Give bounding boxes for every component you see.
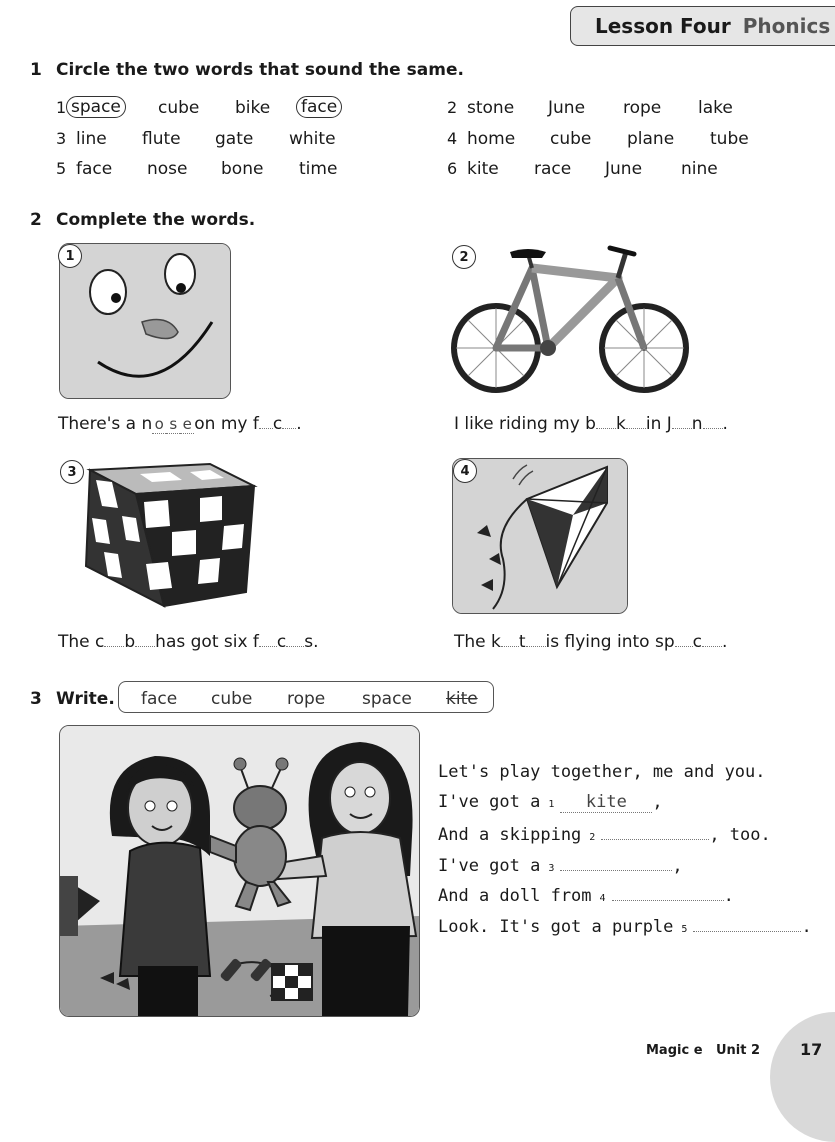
ex1-word[interactable]: face <box>76 159 113 179</box>
letter-blank[interactable] <box>703 428 723 429</box>
sentence-text: . <box>296 414 302 434</box>
sentence-text: is flying into sp <box>545 632 675 652</box>
sentence-text: c <box>272 414 283 434</box>
circled-word[interactable]: face <box>296 96 342 118</box>
ex1-word[interactable]: gate <box>215 129 254 149</box>
poem-line <box>438 884 734 906</box>
ex1-word[interactable]: lake <box>698 98 733 118</box>
ex1-word[interactable]: nine <box>681 159 718 179</box>
poem-text: , <box>652 792 663 812</box>
letter-blank[interactable] <box>501 646 519 647</box>
letter-blank[interactable] <box>259 646 277 647</box>
poem-line <box>438 792 663 813</box>
sentence-text: . <box>722 414 728 434</box>
letter-blank[interactable] <box>282 428 296 429</box>
ex1-word[interactable]: stone <box>467 98 515 118</box>
blank-number: 3 <box>548 863 555 874</box>
blank-number: 5 <box>681 924 688 935</box>
filled-letter[interactable]: o <box>152 415 166 434</box>
poem-line <box>438 823 771 845</box>
sentence-text: n <box>691 414 703 434</box>
poem-text: And a doll from <box>438 886 592 906</box>
sentence-text: in J <box>645 414 672 434</box>
ex1-word[interactable]: tube <box>710 129 749 149</box>
poem-text: , too. <box>709 825 771 845</box>
sentence-text: c <box>276 632 287 652</box>
ex1-row-number: 2 <box>447 98 458 117</box>
ex1-word[interactable]: home <box>467 129 516 149</box>
letter-blank[interactable] <box>675 646 693 647</box>
ex2-number: 2 <box>30 210 42 230</box>
ex1-word[interactable]: kite <box>467 159 499 179</box>
sentence-text: on my f <box>194 414 259 434</box>
ex1-word[interactable]: June <box>605 159 643 179</box>
sentence-text: t <box>518 632 526 652</box>
ex1-row-number: 5 <box>56 159 67 178</box>
cube-picture <box>60 456 260 612</box>
poem-line <box>438 915 812 937</box>
sentence-text: The k <box>454 632 501 652</box>
lesson-title: Lesson Four <box>595 14 731 38</box>
ex1-row-number: 1 <box>56 98 67 117</box>
ex1-word[interactable]: line <box>76 129 107 149</box>
page-number: 17 <box>800 1040 823 1059</box>
letter-blank[interactable] <box>286 646 304 647</box>
letter-blank[interactable] <box>626 428 646 429</box>
sentence-text: s. <box>304 632 319 652</box>
letter-blank[interactable] <box>135 646 155 647</box>
item-number-badge: 2 <box>452 245 476 269</box>
poem-text: , <box>672 856 683 876</box>
ex1-word[interactable]: bone <box>221 159 264 179</box>
letter-blank[interactable] <box>104 646 124 647</box>
circled-word[interactable]: space <box>66 96 126 118</box>
poem-text: . <box>801 917 812 937</box>
sentence-text: I like riding my b <box>454 414 596 434</box>
answer-blank[interactable] <box>693 915 801 932</box>
filled-letter[interactable]: e <box>180 415 194 434</box>
item-number-badge: 1 <box>58 244 82 268</box>
footer-unit: Unit 2 <box>716 1043 761 1058</box>
answer-blank[interactable] <box>601 823 709 840</box>
letter-blank[interactable] <box>672 428 692 429</box>
ex1-word[interactable]: white <box>289 129 336 149</box>
letter-blank[interactable] <box>702 646 722 647</box>
item-number-badge: 4 <box>453 459 477 483</box>
word-bank-item: face <box>141 689 178 709</box>
footer-section: Magic e <box>646 1043 703 1058</box>
sentence-text: There's a n <box>58 414 153 434</box>
letter-blank[interactable] <box>259 428 273 429</box>
ex1-word[interactable]: plane <box>627 129 675 149</box>
poem-text: And a skipping <box>438 825 582 845</box>
blank-number: 1 <box>548 799 555 810</box>
poem-line <box>438 762 766 782</box>
answer-blank[interactable] <box>612 884 724 901</box>
item-number-badge: 3 <box>60 460 84 484</box>
sentence-text: c <box>692 632 702 652</box>
ex1-word[interactable]: bike <box>235 98 271 118</box>
ex1-word[interactable]: cube <box>550 129 592 149</box>
page-corner-shape <box>770 1012 835 1142</box>
ex1-word[interactable]: flute <box>142 129 181 149</box>
ex1-word[interactable]: cube <box>158 98 200 118</box>
sentence-text: b <box>124 632 136 652</box>
ex1-word[interactable]: time <box>299 159 338 179</box>
letter-blank[interactable] <box>596 428 616 429</box>
word-bank-item: space <box>362 689 412 709</box>
ex1-number: 1 <box>30 60 42 80</box>
ex1-row-number: 3 <box>56 129 67 148</box>
bike-picture <box>450 240 690 400</box>
sentence-1 <box>58 414 302 434</box>
word-bank-item: cube <box>211 689 253 709</box>
blank-number: 4 <box>599 893 606 904</box>
sentence-4 <box>454 632 727 652</box>
sentence-text: . <box>721 632 728 652</box>
word-bank-item-used: kite <box>446 689 478 709</box>
ex1-row-number: 4 <box>447 129 458 148</box>
girls-playing-picture <box>59 725 420 1017</box>
word-bank-item: rope <box>287 689 326 709</box>
ex1-row-number: 6 <box>447 159 458 178</box>
poem-text: . <box>723 886 734 906</box>
poem-text: Look. It's got a purple <box>438 917 674 937</box>
sentence-text: k <box>615 414 626 434</box>
filled-letter[interactable]: s <box>166 415 180 434</box>
poem-text: I've got a <box>438 856 541 876</box>
poem-text: I've got a <box>438 792 541 812</box>
kite-picture <box>452 458 628 614</box>
lesson-header-tab <box>570 6 835 46</box>
ex2-title: Complete the words. <box>56 210 256 230</box>
letter-blank[interactable] <box>526 646 546 647</box>
face-picture <box>59 243 231 399</box>
sentence-text: The c <box>58 632 105 652</box>
ex1-word[interactable]: rope <box>623 98 662 118</box>
poem-line <box>438 854 683 876</box>
ex1-word[interactable]: race <box>534 159 572 179</box>
ex1-title: Circle the two words that sound the same. <box>56 60 464 80</box>
sentence-3 <box>58 632 319 652</box>
ex1-word[interactable]: June <box>548 98 586 118</box>
answer-blank[interactable] <box>560 854 672 871</box>
poem-text: Let's play together, me and you. <box>438 762 766 782</box>
ex3-title: Write. <box>56 689 115 709</box>
sentence-text: has got six f <box>155 632 259 652</box>
answer-blank-filled[interactable]: kite <box>560 792 652 813</box>
sentence-2 <box>454 414 728 434</box>
ex1-word[interactable]: nose <box>147 159 188 179</box>
lesson-topic: Phonics <box>742 14 831 38</box>
blank-number: 2 <box>589 832 596 843</box>
ex3-number: 3 <box>30 689 42 709</box>
